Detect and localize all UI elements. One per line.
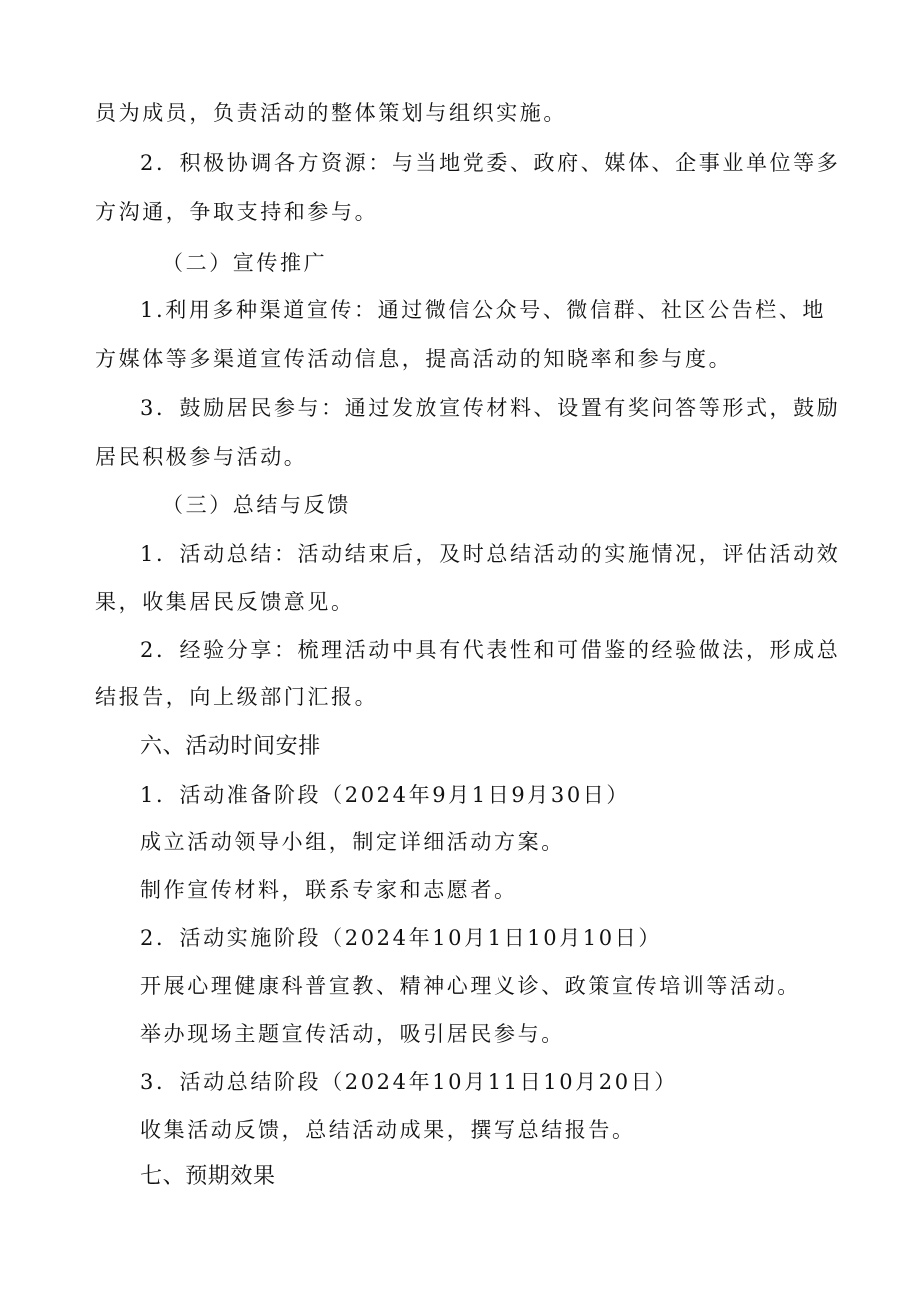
text-line: 举办现场主题宣传活动，吸引居民参与。	[140, 1022, 565, 1046]
text-line: 2．经验分享：梳理活动中具有代表性和可借鉴的经验做法，形成总	[140, 638, 841, 662]
text-line: 结报告，向上级部门汇报。	[95, 685, 379, 709]
section-heading: （二）宣传推广	[162, 251, 328, 275]
text-line: 居民积极参与活动。	[95, 445, 308, 469]
text-line: 员为成员，负责活动的整体策划与组织实施。	[95, 101, 567, 125]
text-line: 收集活动反馈，总结活动成果，撰写总结报告。	[140, 1118, 636, 1142]
section-heading: （三）总结与反馈	[162, 493, 351, 517]
text-line: 果，收集居民反馈意见。	[95, 590, 355, 614]
text-line: 1．活动总结：活动结束后，及时总结活动的实施情况，评估活动效	[140, 542, 841, 566]
phase-title: 1．活动准备阶段（2024年9月1日9月30日）	[140, 783, 631, 807]
text-line: 方媒体等多渠道宣传活动信息，提高活动的知晓率和参与度。	[95, 347, 733, 371]
text-line: 1.利用多种渠道宣传：通过微信公众号、微信群、社区公告栏、地	[140, 298, 827, 322]
text-line: 成立活动领导小组，制定详细活动方案。	[140, 830, 565, 854]
text-line: 方沟通，争取支持和参与。	[95, 200, 379, 224]
chapter-heading: 六、活动时间安排	[140, 734, 321, 759]
phase-title: 3．活动总结阶段（2024年10月11日10月20日）	[140, 1070, 678, 1094]
chapter-heading: 七、预期效果	[140, 1164, 276, 1189]
text-line: 2．积极协调各方资源：与当地党委、政府、媒体、企事业单位等多	[140, 151, 841, 175]
text-line: 开展心理健康科普宣教、精神心理义诊、政策宣传培训等活动。	[140, 974, 801, 998]
text-line: 3．鼓励居民参与：通过发放宣传材料、设置有奖问答等形式，鼓励	[140, 396, 841, 420]
phase-title: 2．活动实施阶段（2024年10月1日10月10日）	[140, 926, 662, 950]
text-line: 制作宣传材料，联系专家和志愿者。	[140, 878, 518, 902]
